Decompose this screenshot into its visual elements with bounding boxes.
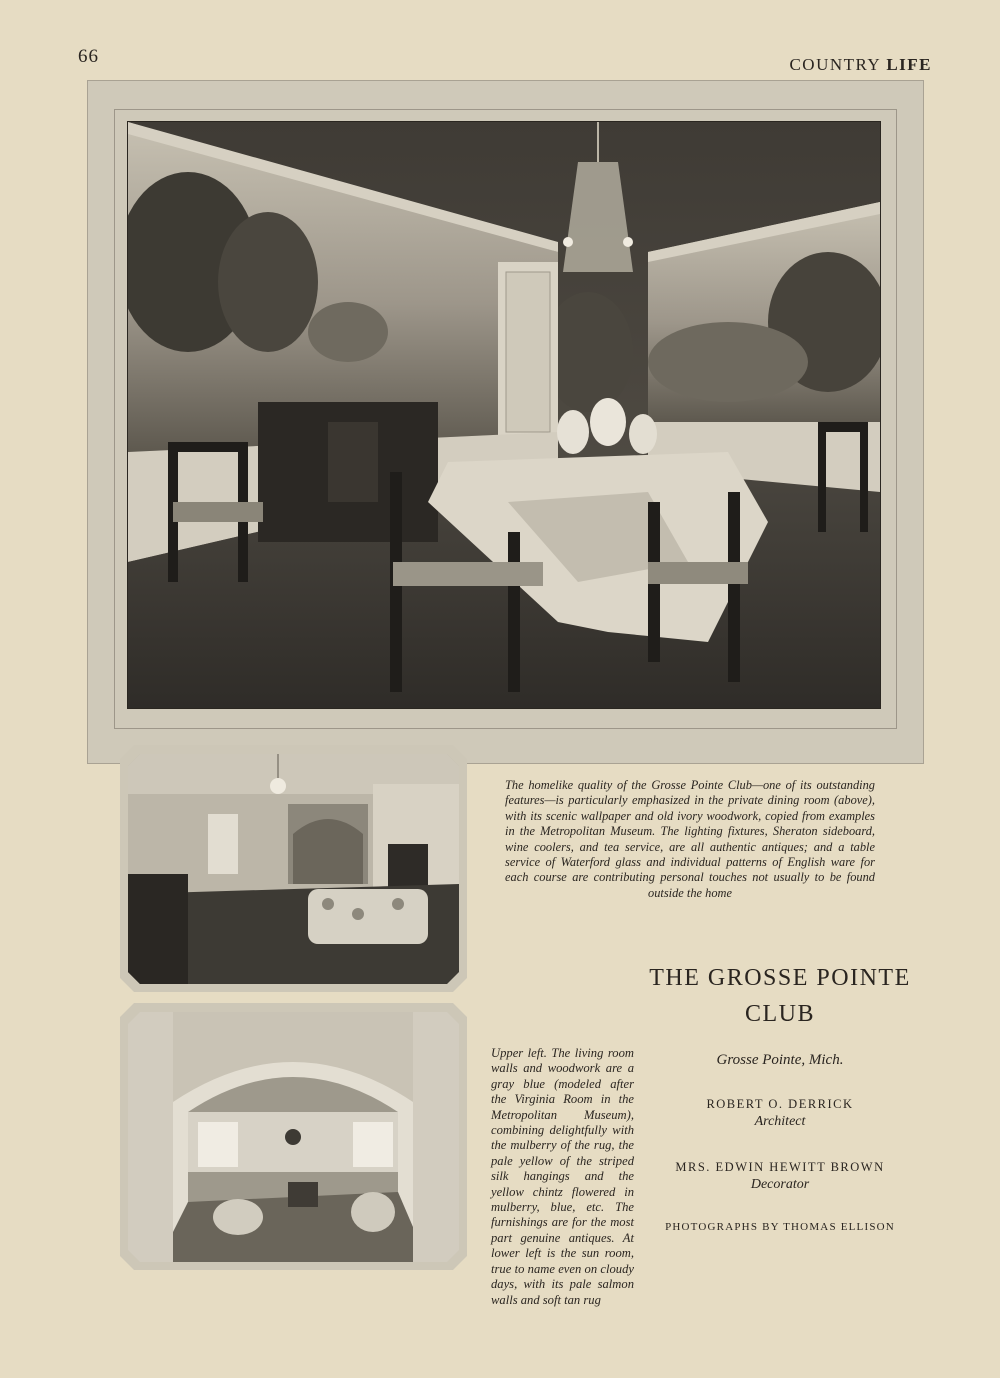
article-title-line1: THE GROSSE POINTE	[649, 965, 911, 991]
title-block	[640, 960, 920, 1233]
running-head	[789, 55, 932, 75]
article-title-line2: CLUB	[744, 1001, 815, 1027]
decorator-role: Decorator	[750, 1177, 810, 1192]
page-number: 66	[78, 46, 99, 67]
article-location: Grosse Pointe, Mich.	[716, 1052, 844, 1068]
decorator-name: MRS. EDWIN HEWITT BROWN	[675, 1160, 885, 1174]
publication-prefix: COUNTRY	[789, 55, 887, 74]
architect-role: Architect	[754, 1114, 806, 1129]
living-room-photo	[128, 754, 459, 984]
publication-suffix: LIFE	[886, 55, 932, 74]
dining-room-photo	[127, 121, 881, 709]
side-caption: Upper left. The living room walls and woodwork are a gray blue (modeled after the Virginia Room in the Metropolitan Museum), combining delightfully with the mulberry of the rug, the pale yellow of the striped silk hangings and the yellow chintz flowered in mulberry, blue, etc. The furnishings are for the most part genuine antiques. At lower left is the sun room, true to name even on cloudy days, with its pale salmon walls and soft tan rug	[491, 1046, 634, 1307]
photographer-credit: PHOTOGRAPHS BY THOMAS ELLISON	[665, 1221, 895, 1233]
sun-room-photo	[128, 1012, 459, 1262]
architect-name: ROBERT O. DERRICK	[706, 1097, 854, 1111]
main-caption: The homelike quality of the Grosse Pointe Club—one of its outstanding features—is particularly emphasized in the private dining room (above), with its scenic wallpaper and old ivory woodwork, copied from examples in the Metropolitan Museum. The lighting fixtures, Sheraton sideboard, wine coolers, and tea service, are all authentic antiques; and a table service of Waterford glass and individual patterns of English ware for each course are contributing personal touches not usually to be found outside the home	[505, 778, 875, 900]
